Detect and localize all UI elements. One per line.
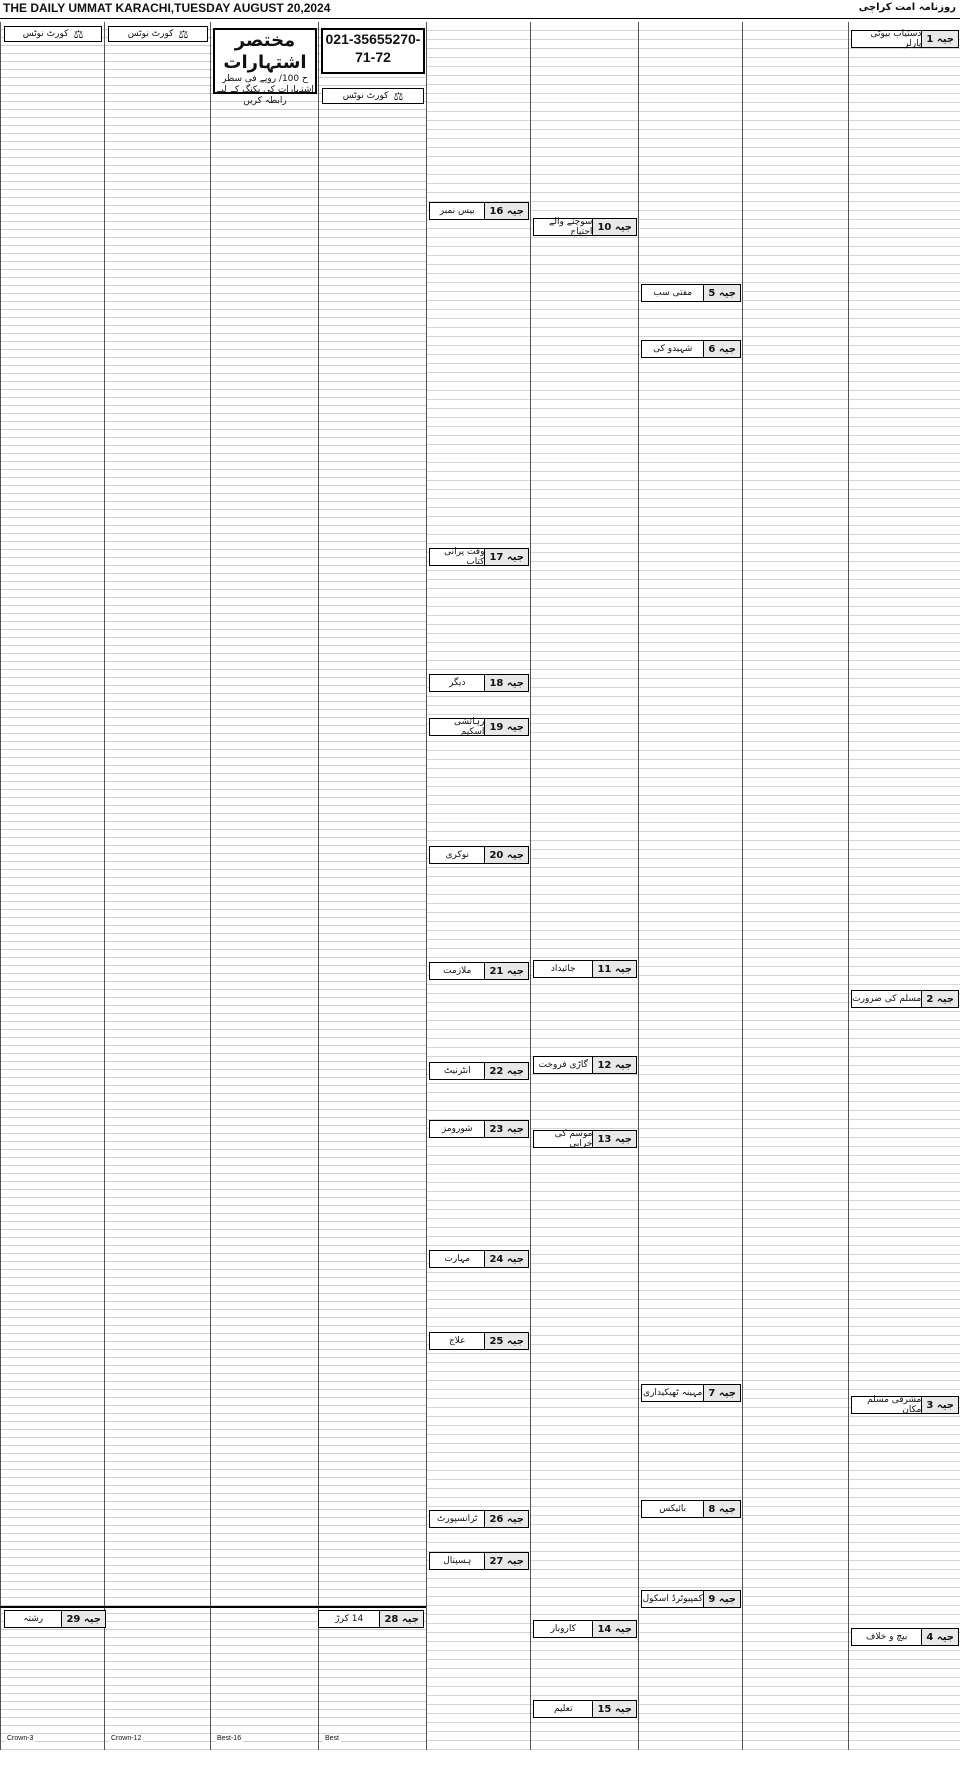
classifieds-ad-phone: 021-35655270-71-72 bbox=[325, 31, 421, 65]
category-header-15: جیہ 15 تعلیم bbox=[533, 1700, 637, 1718]
gavel-icon: ⚖ bbox=[393, 89, 404, 103]
category-header-9: جیہ 9 کمپیوٹرڈ اسکول bbox=[641, 1590, 741, 1608]
classifieds-ad-box bbox=[213, 28, 317, 106]
category-header-23: جیہ 23 شورومز bbox=[429, 1120, 529, 1138]
category-header-11: جیہ 11 جائیداد bbox=[533, 960, 637, 978]
category-header-24: جیہ 24 مہارت bbox=[429, 1250, 529, 1268]
category-header-13: جیہ 13 موسم کی خرابی bbox=[533, 1130, 637, 1148]
classifieds-ad-contact: اشتہارات کی بکنگ کے لیے رابطہ کریں bbox=[216, 85, 314, 106]
category-header-27: جیہ 27 ہسپتال bbox=[429, 1552, 529, 1570]
masthead bbox=[0, 0, 960, 19]
category-header-29: جیہ 29 رشتہ bbox=[4, 1610, 106, 1628]
classified-column-5 bbox=[426, 22, 531, 1750]
gavel-icon: ⚖ bbox=[73, 27, 84, 41]
category-header-18: جیہ 18 دیگر bbox=[429, 674, 529, 692]
court-notice-column-4 bbox=[318, 22, 427, 1750]
category-header-16: جیہ 16 بیس نمبر bbox=[429, 202, 529, 220]
category-header-22: جیہ 22 انٹرنیٹ bbox=[429, 1062, 529, 1080]
category-header-1: جیہ 1 دستیاب بیوٹی پارلر bbox=[851, 30, 959, 48]
masthead-left-title: THE DAILY UMMAT KARACHI,TUESDAY AUGUST 20,2024 bbox=[3, 1, 331, 15]
category-header-7: جیہ 7 مہینہ ٹھیکیداری bbox=[641, 1384, 741, 1402]
court-notice-column-2 bbox=[104, 22, 211, 1750]
classifieds-ad-title: مختصر اشتہارات bbox=[223, 30, 307, 73]
court-notice-footer: Best bbox=[325, 1735, 340, 1742]
court-notice-heading: ⚖ کورٹ نوٹس bbox=[4, 26, 102, 42]
court-notice-footer: Crown-3 bbox=[7, 1735, 34, 1742]
category-header-6: جیہ 6 شہیدو کی bbox=[641, 340, 741, 358]
classifieds-ad-rate: ح 100/ روپے فی سطر bbox=[222, 74, 308, 84]
category-header-19: جیہ 19 رہائشی اسکیم bbox=[429, 718, 529, 736]
classified-column-1 bbox=[848, 22, 960, 1750]
category-header-20: جیہ 20 نوکری bbox=[429, 846, 529, 864]
category-header-17: جیہ 17 وقت پرانی کتاب bbox=[429, 548, 529, 566]
category-header-3: جیہ 3 مشرقی مسلم مکان bbox=[851, 1396, 959, 1414]
classified-column-3 bbox=[638, 22, 743, 1750]
category-header-8: جیہ 8 بائیکس bbox=[641, 1500, 741, 1518]
category-header-4: جیہ 4 بیچ و خلاف bbox=[851, 1628, 959, 1646]
page-bottom-margin bbox=[0, 1752, 960, 1772]
category-header-10: جیہ 10 سوچنے والے احتیاج bbox=[533, 218, 637, 236]
court-notice-footer: Best-16 bbox=[217, 1735, 242, 1742]
court-notice-footer: Crown-12 bbox=[111, 1735, 142, 1742]
classified-column-2 bbox=[742, 22, 849, 1750]
category-header-2: جیہ 2 مسلم کی ضرورت bbox=[851, 990, 959, 1008]
court-notice-column-3 bbox=[210, 22, 319, 1750]
court-notice-heading: ⚖ کورٹ نوٹس bbox=[322, 88, 424, 104]
category-header-5: جیہ 5 مفتی سب bbox=[641, 284, 741, 302]
category-header-25: جیہ 25 علاج bbox=[429, 1332, 529, 1350]
bottom-band-divider bbox=[0, 1606, 426, 1608]
classified-column-4 bbox=[530, 22, 639, 1750]
court-notice-heading: ⚖ کورٹ نوٹس bbox=[108, 26, 208, 42]
classifieds-phone-box bbox=[321, 28, 425, 74]
masthead-right-title: روزنامہ امت کراچی bbox=[858, 2, 956, 13]
category-header-14: جیہ 14 کاروبار bbox=[533, 1620, 637, 1638]
category-header-12: جیہ 12 گاڑی فروخت bbox=[533, 1056, 637, 1074]
category-header-26: جیہ 26 ٹرانسپورٹ bbox=[429, 1510, 529, 1528]
gavel-icon: ⚖ bbox=[178, 27, 189, 41]
court-notice-column-1 bbox=[0, 22, 105, 1750]
category-header-21: جیہ 21 ملازمت bbox=[429, 962, 529, 980]
category-header-28: جیہ 28 14 کرڑ bbox=[318, 1610, 424, 1628]
